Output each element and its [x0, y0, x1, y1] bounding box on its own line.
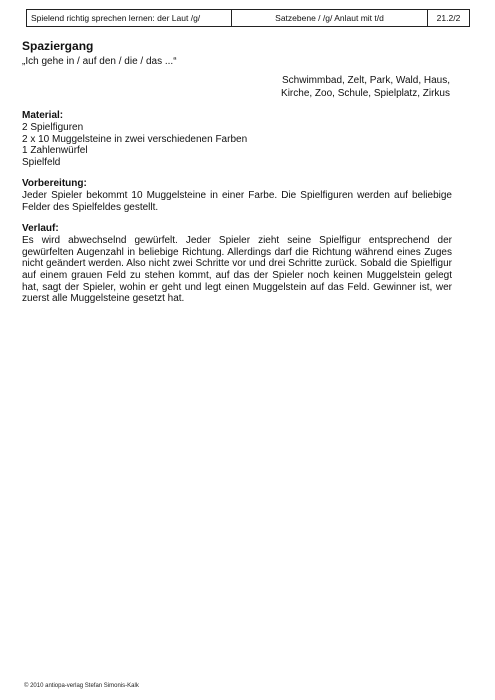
vorbereitung-heading: Vorbereitung: — [22, 178, 87, 189]
target-sentence — [22, 56, 452, 67]
quote-target-sound: g — [41, 56, 48, 67]
material-item: 2 Spielfiguren — [22, 122, 84, 133]
material-heading: Material: — [22, 110, 64, 121]
page-title: Spaziergang — [22, 39, 94, 53]
place-list — [22, 74, 450, 100]
worksheet-content — [22, 39, 452, 305]
header-level: Satzebene / /g/ Anlaut mit t/d — [232, 10, 428, 26]
material-item: 2 x 10 Muggelsteine in zwei verschiedenen Farben — [22, 133, 248, 145]
place-list-line-2: Kirche, Zoo, Schule, Spielplatz, Zirkus — [281, 88, 450, 99]
quote-prefix: „Ich — [22, 56, 42, 67]
verlauf-heading: Verlauf: — [22, 223, 59, 235]
vorbereitung-text: Jeder Spieler bekommt 10 Muggelsteine in einer Farbe. Die Spielfiguren werden auf beliebige Felder des Spielfeldes gestellt. — [22, 190, 452, 213]
place-list-line-1: Schwimmbad, Zelt, Park, Wald, Haus, — [281, 75, 450, 86]
header-page-number: 21.2/2 — [436, 13, 461, 23]
header-topic: Spielend richtig sprechen lernen: der Laut /g/ — [27, 10, 232, 26]
copyright-footer: © 2010 antiopa-verlag Stefan Simonis-Kalk — [24, 683, 139, 689]
material-item: Spielfeld — [22, 156, 61, 168]
verlauf-text: Es wird abwechselnd gewürfelt. Jeder Spieler zieht seine Spielfigur entsprechend der gewürfelten Augenzahl in beliebige Richtung. Allerdings darf die Richtung während eines Zuges nicht geändert werden. Also nicht zwei Schritte vor und drei Schritte zurück. Sobald die Spielfigur auf einem grauen Feld zu stehen kommt, auf das der Spieler noch keinen Muggelstein gelegt hat, sagt der Spieler, wohin er geht und legt einen Muggelstein auf das Feld. Gewinner ist, wer zuerst alle Muggelsteine gesetzt hat. — [22, 235, 452, 305]
page-header — [26, 9, 470, 27]
material-list — [22, 122, 452, 168]
material-item: 1 Zahlenwürfel — [22, 145, 88, 156]
quote-suffix: ehe in / auf den / die / das ...“ — [47, 56, 177, 67]
